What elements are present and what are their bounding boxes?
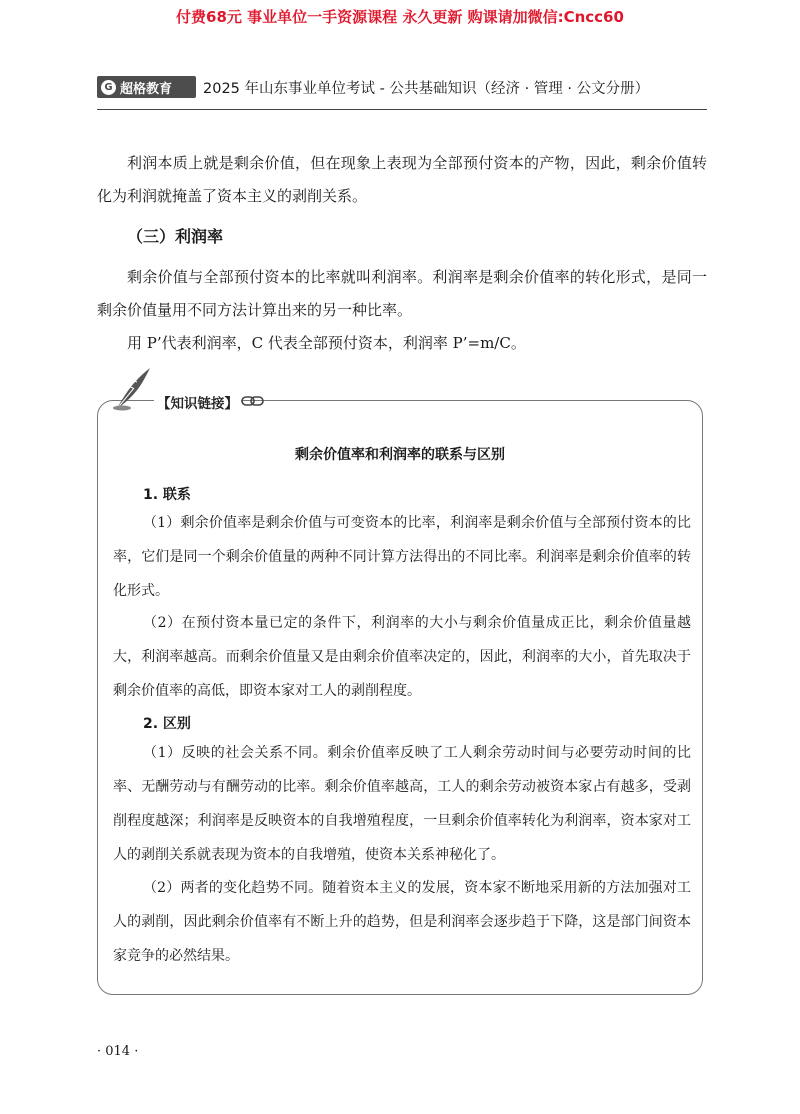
knowledge-tag-label: 【知识链接】 bbox=[154, 392, 241, 412]
relation-paragraph-2: （2）在预付资本量已定的条件下，利润率的大小与剩余价值量成正比，剩余价值量越大，利润率越高。而剩余价值量又是由剩余价值率决定的，因此，利润率的大小，首先取决于剩余价值率的高低，即资本家对工人的剥削程度。 bbox=[113, 615, 691, 699]
subheading-difference: 2. 区别 bbox=[143, 716, 191, 732]
knowledge-box-title: 剩余价值率和利润率的联系与区别 bbox=[295, 447, 505, 463]
section-heading: （三）利润率 bbox=[127, 227, 224, 246]
logo-mark-icon: G bbox=[101, 80, 116, 95]
page-header bbox=[97, 76, 707, 100]
brand-logo bbox=[97, 76, 196, 98]
subheading-relation: 1. 联系 bbox=[143, 487, 191, 503]
page-number: · 014 · bbox=[97, 1044, 139, 1059]
body-paragraph-2: 剩余价值与全部预付资本的比率就叫利润率。利润率是剩余价值率的转化形式，是同一剩余价值量用不同方法计算出来的另一种比率。 bbox=[97, 268, 707, 319]
body-paragraph-3: 用 P’代表利润率，C 代表全部预付资本，利润率 P’=m/C。 bbox=[127, 334, 526, 352]
header-title: 2025 年山东事业单位考试 - 公共基础知识（经济 · 管理 · 公文分册） bbox=[203, 81, 650, 97]
relation-paragraph-1: （1）剩余价值率是剩余价值与可变资本的比率，利润率是剩余价值与全部预付资本的比率，它们是同一个剩余价值量的两种不同计算方法得出的不同比率。利润率是剩余价值率的转化形式。 bbox=[113, 515, 691, 599]
difference-paragraph-2: （2）两者的变化趋势不同。随着资本主义的发展，资本家不断地采用新的方法加强对工人的剥削，因此剩余价值率有不断上升的趋势，但是利润率会逐步趋于下降，这是部门间资本家竞争的必然结果。 bbox=[113, 880, 691, 964]
difference-paragraph-1: （1）反映的社会关系不同。剩余价值率反映了工人剩余劳动时间与必要劳动时间的比率、无酬劳动与有酬劳动的比率。剩余价值率越高，工人的剩余劳动被资本家占有越多，受剥削程度越深；利润率是反映资本的自我增殖程度，一旦剩余价值率转化为利润率，资本家对工人的剥削关系就表现为资本的自我增殖，使资本关系神秘化了。 bbox=[113, 745, 691, 863]
body-paragraph-1: 利润本质上就是剩余价值，但在现象上表现为全部预付资本的产物，因此，剩余价值转化为利润就掩盖了资本主义的剥削关系。 bbox=[97, 154, 707, 205]
quill-icon bbox=[110, 366, 154, 412]
logo-text: 超格教育 bbox=[120, 81, 173, 97]
watermark-banner: 付费68元 事业单位一手资源课程 永久更新 购课请加微信:Cncc60 bbox=[176, 8, 624, 26]
header-divider bbox=[97, 109, 707, 110]
knowledge-tag bbox=[110, 366, 270, 412]
chain-link-icon bbox=[241, 394, 265, 408]
